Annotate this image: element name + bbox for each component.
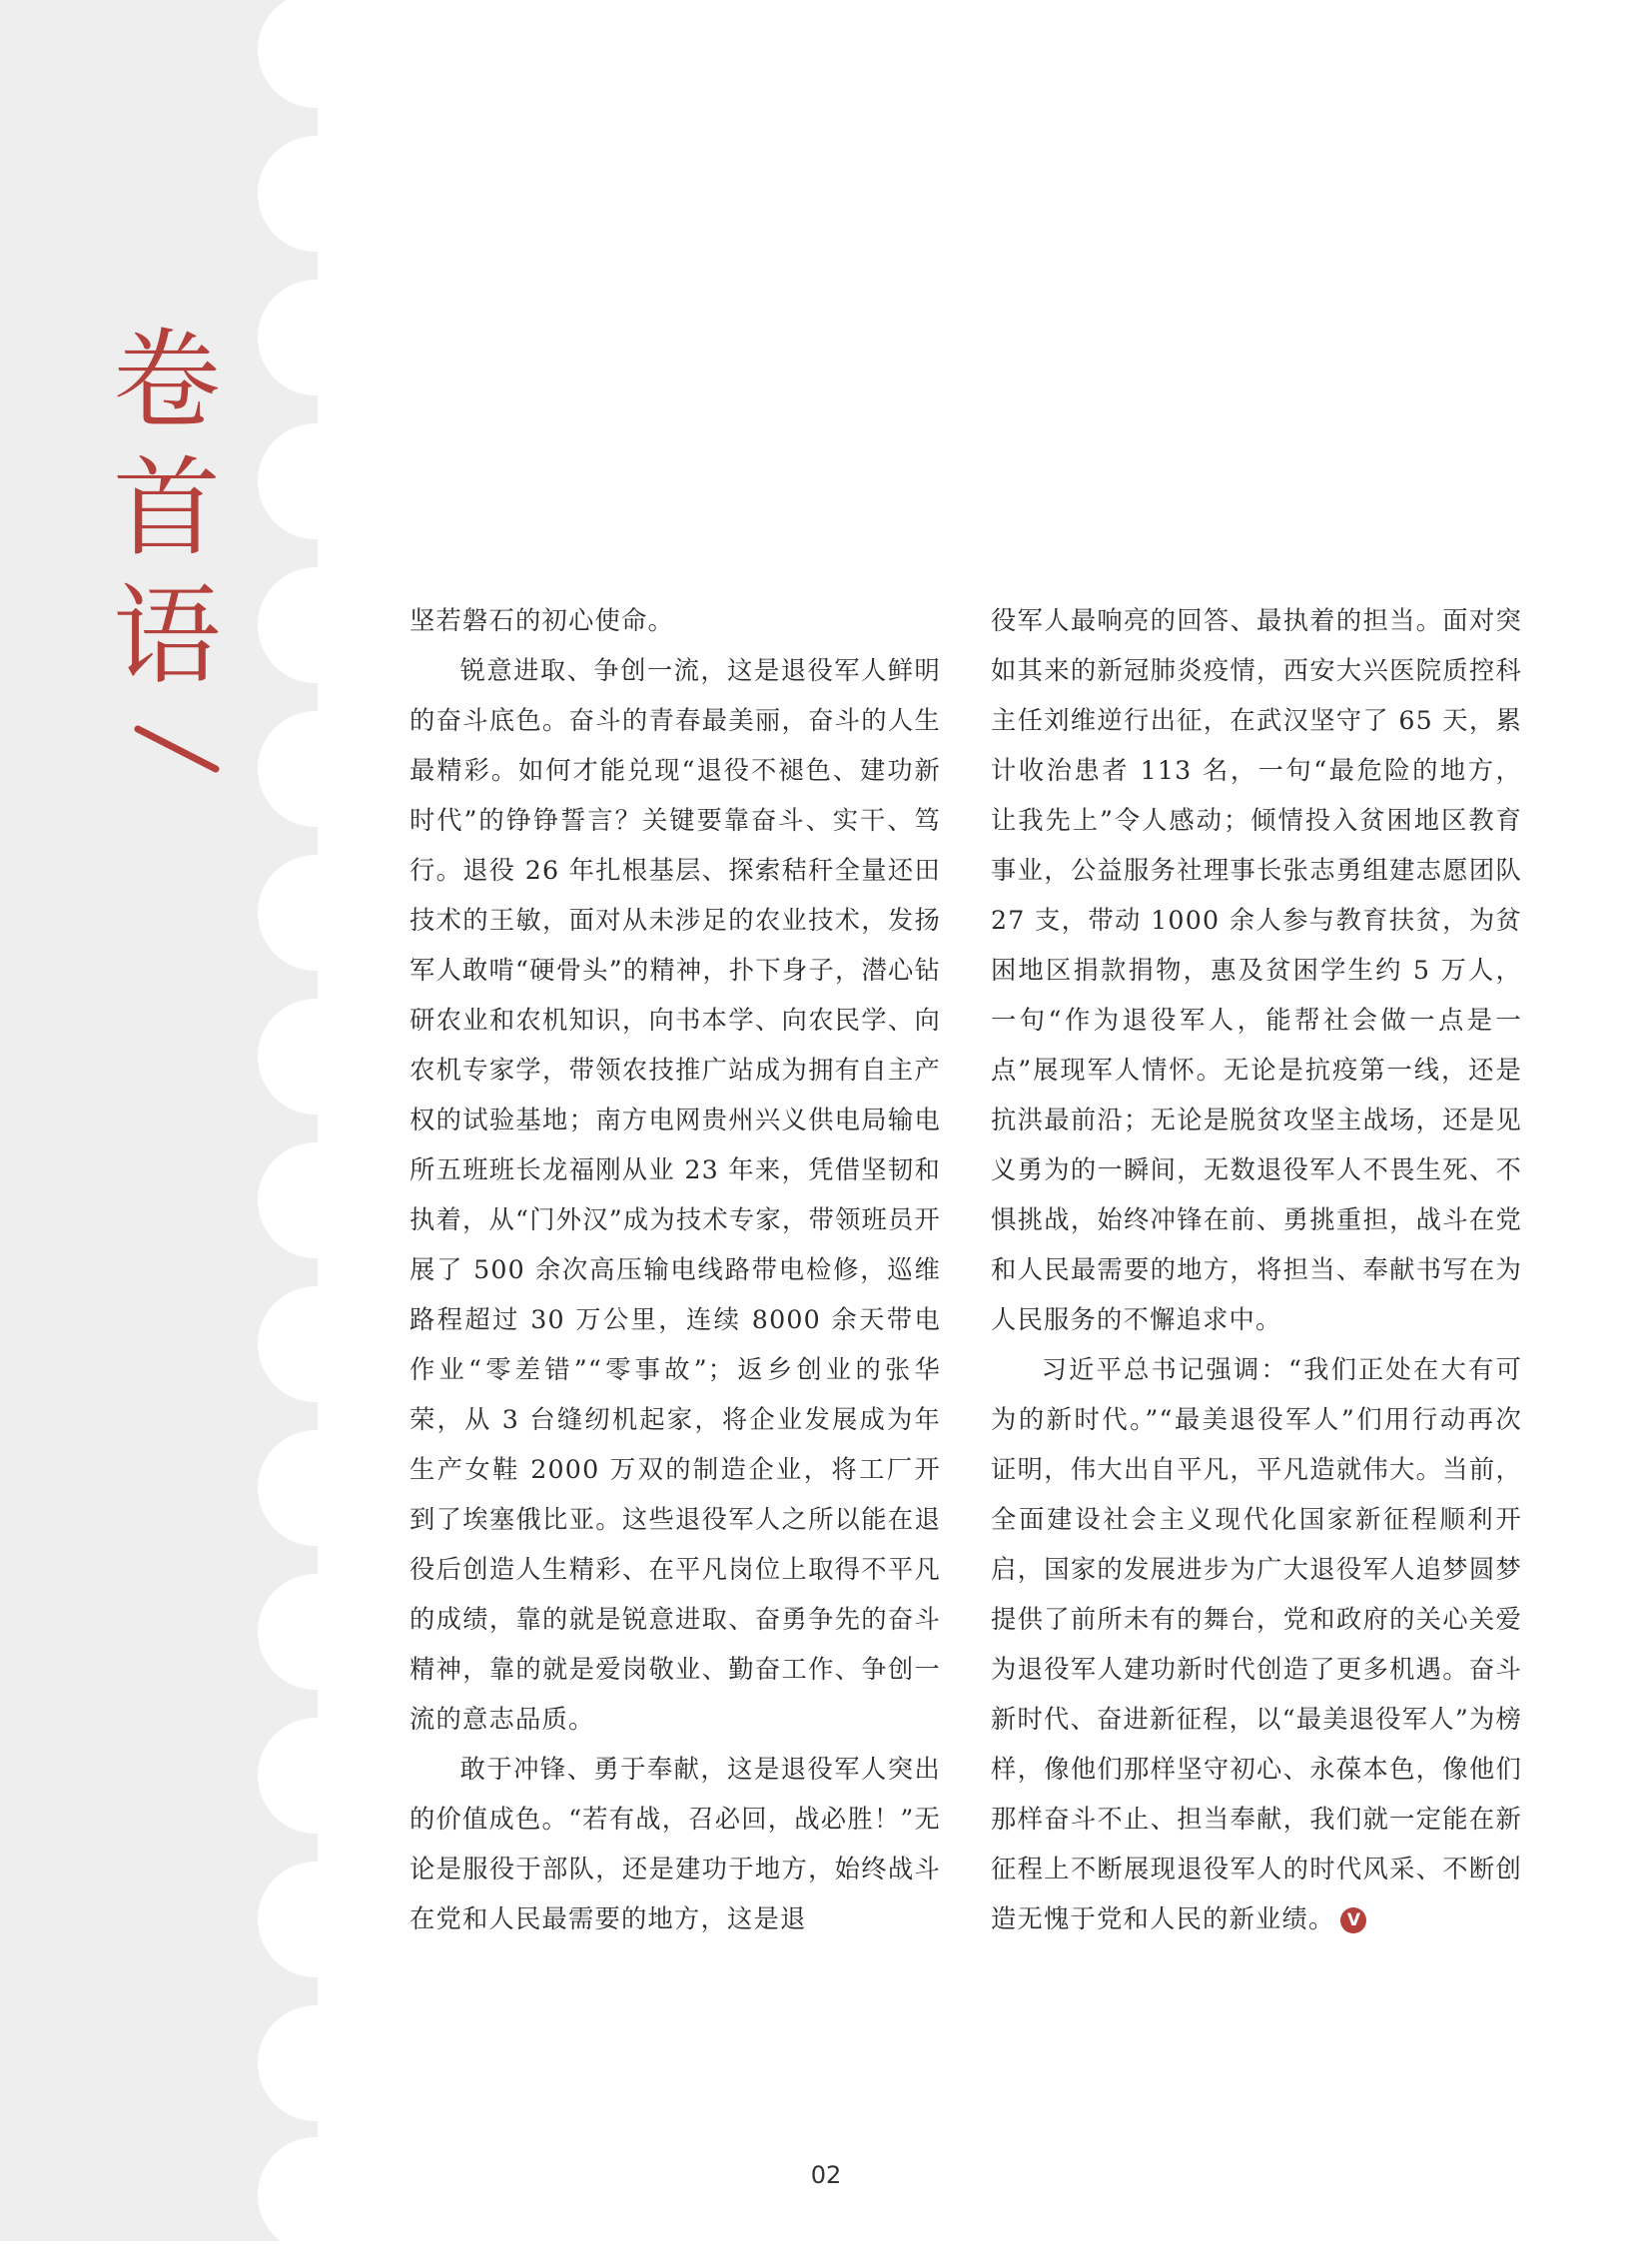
perforation-hole bbox=[258, 711, 374, 827]
paragraph: 锐意进取、争创一流，这是退役军人鲜明的奋斗底色。奋斗的青春最美丽，奋斗的人生最精彩。如何才能兑现“退役不褪色、建功新时代”的铮铮誓言？关键要靠奋斗、实干、笃行。退役 26 年扎根基层、探索秸秆全量还田技术的王敏，面对从未涉足的农业技术，发扬军人敢啃“硬骨头”的精神，扑下身子，潜心钻研农业和农机知识，向书本学、向农民学、向农机专家学，带领农技推广站成为拥有自主产权的试验基地；南方电网贵州兴义供电局输电所五班班长龙福刚从业 23 年来，凭借坚韧和执着，从“门外汉”成为技术专家，带领班员开展了 500 余次高压输电线路带电检修，巡维路程超过 30 万公里，连续 8000 余天带电作业“零差错”“零事故”；返乡创业的张华荣，从 3 台缝纫机起家，将企业发展成为年生产女鞋 2000 万双的制造企业，将工厂开到了埃塞俄比亚。这些退役军人之所以能在退役后创造人生精彩、在平凡岗位上取得不平凡的成绩，靠的就是锐意进取、奋勇争先的奋斗精神，靠的就是爱岗敬业、勤奋工作、争创一流的意志品质。 bbox=[410, 656, 941, 1734]
paragraph-text: 习近平总书记强调：“我们正处在大有可为的新时代。”“最美退役军人”们用行动再次证明，伟大出自平凡，平凡造就伟大。当前，全面建设社会主义现代化国家新征程顺利开启，国家的发展进步为广大退役军人追梦圆梦提供了前所未有的舞台，党和政府的关心关爱为退役军人建功新时代创造了更多机遇。奋斗新时代、奋进新征程，以“最美退役军人”为榜样，像他们那样坚守初心、永葆本色，像他们那样奋斗不止、担当奉献，我们就一定能在新征程上不断展现退役军人的时代风采、不断创造无愧于党和人民的新业绩。 bbox=[991, 1355, 1522, 1933]
perforation-hole bbox=[258, 999, 374, 1115]
perforation-hole bbox=[258, 136, 374, 252]
section-title-char: 卷 bbox=[112, 319, 221, 443]
title-slash-icon bbox=[132, 725, 222, 773]
end-mark-icon: V bbox=[1340, 1907, 1366, 1933]
perforation-hole bbox=[258, 0, 374, 108]
perforation-hole bbox=[258, 280, 374, 395]
section-title bbox=[112, 318, 222, 701]
perforation-strip bbox=[258, 0, 378, 2241]
perforation-hole bbox=[258, 423, 374, 539]
perforation-hole bbox=[258, 1718, 374, 1834]
article-column-left bbox=[410, 596, 941, 1944]
paragraph-last bbox=[991, 1345, 1522, 1944]
paragraph: 敢于冲锋、勇于奉献，这是退役军人突出的价值成色。“若有战，召必回，战必胜！”无论是服役于部队，还是建功于地方，始终战斗在党和人民最需要的地方，这是退 bbox=[410, 1755, 941, 1933]
paragraph: 役军人最响亮的回答、最执着的担当。面对突如其来的新冠肺炎疫情，西安大兴医院质控科主任刘维逆行出征，在武汉坚守了 65 天，累计收治患者 113 名，一句“最危险的地方，让我先上”令人感动；倾情投入贫困地区教育事业，公益服务社理事长张志勇组建志愿团队 27 支，带动 1000 余人参与教育扶贫，为贫困地区捐款捐物，惠及贫困学生约 5 万人，一句“作为退役军人，能帮社会做一点是一点”展现军人情怀。无论是抗疫第一线，还是抗洪最前沿；无论是脱贫攻坚主战场，还是见义勇为的一瞬间，无数退役军人不畏生死、不惧挑战，始终冲锋在前、勇挑重担，战斗在党和人民最需要的地方，将担当、奉献书写在为人民服务的不懈追求中。 bbox=[991, 606, 1522, 1334]
page-number: 02 bbox=[810, 2161, 842, 2189]
perforation-hole bbox=[258, 1862, 374, 1977]
perforation-hole bbox=[258, 2005, 374, 2121]
perforation-hole bbox=[258, 855, 374, 971]
perforation-hole bbox=[258, 1142, 374, 1258]
perforation-hole bbox=[258, 1430, 374, 1546]
perforation-hole bbox=[258, 567, 374, 683]
perforation-hole bbox=[258, 1286, 374, 1402]
perforation-hole bbox=[258, 2137, 374, 2253]
section-title-char: 首 bbox=[112, 446, 221, 571]
article-column-right bbox=[991, 596, 1522, 1944]
perforation-hole bbox=[258, 1574, 374, 1690]
paragraph: 坚若磐石的初心使命。 bbox=[410, 606, 674, 635]
section-title-char: 语 bbox=[112, 574, 221, 699]
